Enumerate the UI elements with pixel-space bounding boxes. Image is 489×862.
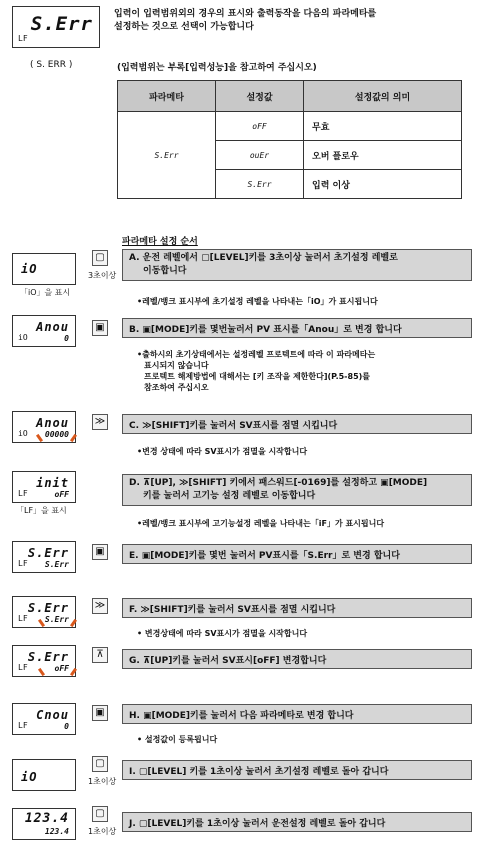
step-b-display-main: Anou	[36, 320, 69, 334]
step-h-display-indicator: LF	[18, 721, 28, 730]
step-h-note: • 설정값이 등록됩니다	[137, 735, 218, 744]
step-j-instruction: J. ▢[LEVEL]키를 1초이상 눌러서 운전설정 레벨로 돌아 갑니다	[122, 812, 472, 832]
step-f-display-main: S.Err	[27, 601, 69, 615]
shift-key-icon[interactable]: ≫	[92, 598, 108, 614]
table-value: ouEr	[216, 141, 304, 170]
step-i-display	[12, 759, 76, 791]
procedure-title: 파라메타 설정 순서	[122, 237, 198, 247]
step-c-note: •변경 상태에 따라 SV표시가 점멸을 시작합니다	[137, 447, 308, 456]
step-g-display-sub: oFF	[54, 664, 69, 673]
step-b-display-indicator: iO	[18, 333, 28, 342]
step-c-display-main: Anou	[36, 416, 69, 430]
step-h-instruction: H. ▣[MODE]키를 눌러서 다음 파라메타로 변경 합니다	[122, 704, 472, 724]
step-b-instruction: B. ▣[MODE]키를 몇번눌러서 PV 표시를「Anou」로 변경 합니다	[122, 318, 472, 338]
step-d-label: 「LF」을 표시	[16, 506, 67, 515]
step-c-display-indicator: iO	[18, 429, 28, 438]
table-param-name: S.Err	[118, 112, 216, 199]
table-row	[118, 112, 462, 141]
parameter-table	[117, 80, 462, 199]
table-header-param: 파라메타	[118, 81, 216, 112]
header-display-indicator: LF	[18, 34, 28, 43]
step-d-display-main: init	[36, 476, 69, 490]
step-b-note-l1: •출하시의 초기상태에서는 설정레벨 프로텍트에 따라 이 파라메타는	[137, 350, 376, 359]
table-header-value: 설정값	[216, 81, 304, 112]
step-g-instruction: G. ⊼[UP]키를 눌러서 SV표시[oFF] 변경합니다	[122, 649, 472, 669]
table-value: S.Err	[216, 170, 304, 199]
step-b-note-l3: 프로텍트 해제방법에 대해서는 [키 조작을 제한한다](P.5-85)를	[144, 372, 371, 381]
step-b-display	[12, 315, 76, 347]
header-display	[12, 6, 100, 48]
table-meaning: 입력 이상	[304, 170, 462, 199]
step-d-text-l1: D. ⊼[UP], ≫[SHIFT] 키에서 패스워드[-0169]를 설정하고 ▣[MODE]	[129, 478, 428, 488]
step-a-button-caption: 3초이상	[88, 271, 117, 280]
step-a-instruction	[122, 249, 472, 281]
mode-key-icon[interactable]: ▣	[92, 320, 108, 336]
step-f-display-sub: S.Err	[44, 615, 69, 624]
step-a-note: •레벨/뱅크 표시부에 초기설정 레벨을 나타내는「iO」가 표시됩니다	[137, 297, 378, 306]
step-i-button-caption: 1초이상	[88, 777, 117, 786]
step-d-note: •레벨/뱅크 표시부에 고기능설정 레벨을 나타내는「iF」가 표시됩니다	[137, 519, 385, 528]
step-j-button-caption: 1초이상	[88, 827, 117, 836]
step-j-display-sub: 123.4	[44, 827, 69, 836]
step-a-text-l1: A. 운전 레벨에서 ▢[LEVEL]키를 3초이상 눌러서 초기설정 레벨로	[129, 253, 398, 263]
step-h-display-main: Cnou	[36, 708, 69, 722]
step-b-note-l2: 표시되지 않습니다	[144, 361, 209, 370]
step-a-display	[12, 253, 76, 285]
mode-key-icon[interactable]: ▣	[92, 705, 108, 721]
step-e-display-main: S.Err	[27, 546, 69, 560]
step-e-display-sub: S.Err	[44, 560, 69, 569]
step-f-instruction: F. ≫[SHIFT]키를 눌러서 SV표시를 점멸 시킵니다	[122, 598, 472, 618]
step-b-note-l4: 참조하여 주십시오	[144, 383, 209, 392]
step-h-display-sub: 0	[64, 722, 69, 731]
step-d-text-l2: 키를 눌러서 고기능 설정 레벨로 이동합니다	[143, 491, 316, 501]
step-i-display-main: iO	[21, 770, 38, 784]
level-key-icon[interactable]: ▢	[92, 806, 108, 822]
header-display-main: S.Err	[30, 13, 93, 35]
step-h-display	[12, 703, 76, 735]
table-header-meaning: 설정값의 의미	[304, 81, 462, 112]
step-d-instruction	[122, 474, 472, 506]
step-f-display-indicator: LF	[18, 614, 28, 623]
up-key-icon[interactable]: ⊼	[92, 647, 108, 663]
level-key-icon[interactable]: ▢	[92, 250, 108, 266]
header-desc-line2: 설정하는 것으로 선택이 가능합니다	[114, 22, 254, 32]
table-meaning: 오버 플로우	[304, 141, 462, 170]
header-desc-line1: 입력이 입력범위외의 경우의 표시와 출력동작을 다음의 파라메타를	[114, 9, 377, 19]
step-f-note: • 변경상태에 따라 SV표시가 점멸을 시작합니다	[137, 629, 308, 638]
step-b-display-sub: 0	[64, 334, 69, 343]
step-e-display	[12, 541, 76, 573]
step-e-display-indicator: LF	[18, 559, 28, 568]
step-d-display-sub: oFF	[54, 490, 69, 499]
step-c-instruction: C. ≫[SHIFT]키를 눌러서 SV표시를 점멸 시킵니다	[122, 414, 472, 434]
input-range-note: (입력범위는 부록[입력성능]을 참고하여 주십시오)	[117, 63, 317, 73]
shift-key-icon[interactable]: ≫	[92, 414, 108, 430]
step-c-display	[12, 411, 76, 443]
step-a-display-main: iO	[21, 262, 38, 276]
table-meaning: 무효	[304, 112, 462, 141]
table-value: oFF	[216, 112, 304, 141]
step-i-instruction: I. ▢[LEVEL] 키를 1초이상 눌러서 초기설정 레벨로 돌아 갑니다	[122, 760, 472, 780]
step-j-display-main: 123.4	[24, 811, 69, 826]
step-d-display	[12, 471, 76, 503]
step-g-display-main: S.Err	[27, 650, 69, 664]
step-e-instruction: E. ▣[MODE]키를 몇번 눌러서 PV표시를「S.Err」로 변경 합니다	[122, 544, 472, 564]
step-j-display	[12, 808, 76, 840]
step-c-display-sub: 00000	[44, 430, 69, 439]
mode-key-icon[interactable]: ▣	[92, 544, 108, 560]
level-key-icon[interactable]: ▢	[92, 756, 108, 772]
step-a-label: 「iO」을 표시	[20, 288, 71, 297]
step-d-display-indicator: LF	[18, 489, 28, 498]
step-a-text-l2: 이동합니다	[143, 266, 187, 276]
step-g-display-indicator: LF	[18, 663, 28, 672]
header-caption: ( S. ERR )	[30, 60, 73, 70]
